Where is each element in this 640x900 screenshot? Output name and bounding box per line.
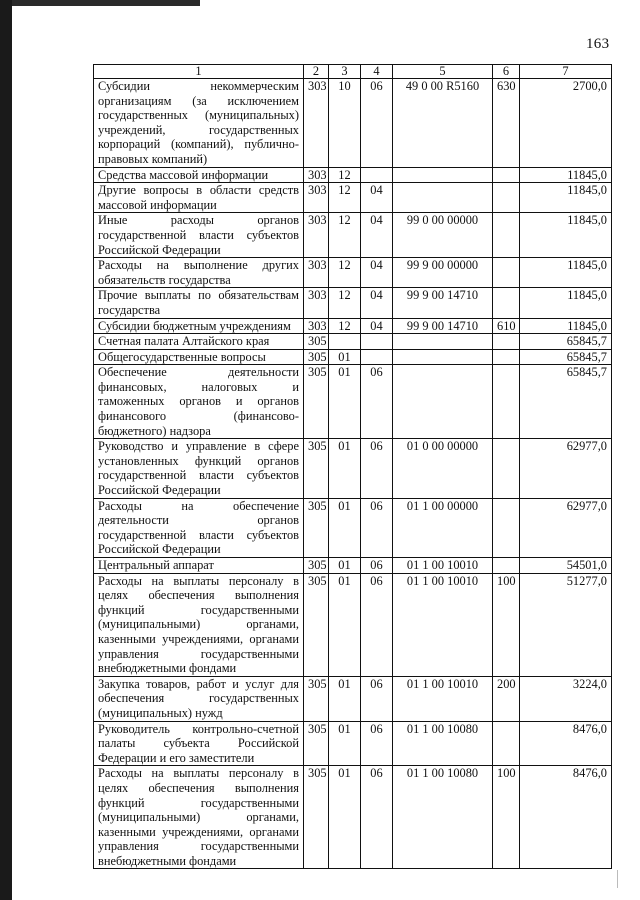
cell-target-item: [393, 349, 493, 365]
cell-section: 10: [329, 79, 361, 168]
scan-top-edge: [12, 0, 200, 6]
cell-section: 01: [329, 439, 361, 498]
cell-amount: 51277,0: [520, 573, 612, 676]
header-cell-ministry: 2: [304, 65, 329, 79]
cell-expense-type: [493, 258, 520, 288]
cell-name: Руководитель контрольно-счетной палаты субъекта Российской Федерации и его заместители: [94, 721, 304, 766]
cell-name: Субсидии некоммерческим организациям (за исключением государственных (муниципальных) учреждений, государственных корпораций (компаний), публично-правовых компаний): [94, 79, 304, 168]
cell-section: 01: [329, 721, 361, 766]
cell-name: Центральный аппарат: [94, 558, 304, 574]
budget-table: [93, 64, 612, 869]
cell-subsection: 06: [361, 721, 393, 766]
cell-section: 01: [329, 558, 361, 574]
cell-amount: 54501,0: [520, 558, 612, 574]
cell-name: Субсидии бюджетным учреждениям: [94, 318, 304, 334]
cell-section: 01: [329, 349, 361, 365]
cell-section: [329, 334, 361, 350]
cell-expense-type: [493, 349, 520, 365]
cell-expense-type: 100: [493, 573, 520, 676]
cell-section: 01: [329, 573, 361, 676]
cell-subsection: 06: [361, 573, 393, 676]
table-row: [94, 349, 612, 365]
cell-amount: 11845,0: [520, 318, 612, 334]
cell-ministry: 305: [304, 721, 329, 766]
cell-ministry: 305: [304, 498, 329, 557]
cell-ministry: 305: [304, 365, 329, 439]
cell-section: 12: [329, 288, 361, 318]
cell-expense-type: 200: [493, 676, 520, 721]
cell-expense-type: 100: [493, 766, 520, 869]
table-row: [94, 676, 612, 721]
cell-target-item: [393, 365, 493, 439]
cell-amount: 8476,0: [520, 766, 612, 869]
cell-target-item: 01 0 00 00000: [393, 439, 493, 498]
cell-target-item: [393, 167, 493, 183]
cell-ministry: 303: [304, 213, 329, 258]
table-row: [94, 288, 612, 318]
cell-target-item: 99 9 00 14710: [393, 318, 493, 334]
cell-ministry: 303: [304, 79, 329, 168]
table-row: [94, 79, 612, 168]
cell-expense-type: [493, 213, 520, 258]
scan-left-edge: [0, 0, 12, 900]
cell-name: Средства массовой информации: [94, 167, 304, 183]
cell-expense-type: [493, 334, 520, 350]
cell-name: Руководство и управление в сфере установленных функций органов государственной власти субъектов Российской Федерации: [94, 439, 304, 498]
cell-section: 12: [329, 167, 361, 183]
cell-amount: 8476,0: [520, 721, 612, 766]
cell-target-item: 01 1 00 10010: [393, 573, 493, 676]
table-row: [94, 573, 612, 676]
cell-amount: 11845,0: [520, 258, 612, 288]
cell-target-item: 49 0 00 R5160: [393, 79, 493, 168]
cell-ministry: 303: [304, 288, 329, 318]
cell-subsection: 04: [361, 288, 393, 318]
cell-ministry: 305: [304, 573, 329, 676]
cell-target-item: 01 1 00 10010: [393, 676, 493, 721]
cell-expense-type: [493, 498, 520, 557]
cell-subsection: [361, 349, 393, 365]
cell-expense-type: 610: [493, 318, 520, 334]
cell-name: Общегосударственные вопросы: [94, 349, 304, 365]
cell-ministry: 305: [304, 676, 329, 721]
cell-ministry: 305: [304, 558, 329, 574]
header-cell-expense-type: 6: [493, 65, 520, 79]
cell-subsection: [361, 334, 393, 350]
cell-target-item: 99 9 00 14710: [393, 288, 493, 318]
cell-section: 01: [329, 498, 361, 557]
cell-expense-type: [493, 183, 520, 213]
cell-target-item: 01 1 00 10010: [393, 558, 493, 574]
cell-subsection: [361, 167, 393, 183]
table-row: [94, 213, 612, 258]
cell-target-item: 99 0 00 00000: [393, 213, 493, 258]
cell-section: 01: [329, 766, 361, 869]
table-row: [94, 365, 612, 439]
cell-target-item: 01 1 00 10080: [393, 721, 493, 766]
cell-subsection: 06: [361, 766, 393, 869]
cell-amount: 3224,0: [520, 676, 612, 721]
cell-ministry: 303: [304, 258, 329, 288]
table-row: [94, 183, 612, 213]
cell-amount: 2700,0: [520, 79, 612, 168]
cell-amount: 11845,0: [520, 288, 612, 318]
cell-section: 12: [329, 183, 361, 213]
table-body: [94, 79, 612, 869]
cell-amount: 62977,0: [520, 498, 612, 557]
cell-expense-type: [493, 721, 520, 766]
cell-expense-type: [493, 558, 520, 574]
cell-expense-type: [493, 288, 520, 318]
cell-amount: 65845,7: [520, 334, 612, 350]
cell-subsection: 06: [361, 365, 393, 439]
table-row: [94, 167, 612, 183]
cell-subsection: 06: [361, 498, 393, 557]
cell-name: Иные расходы органов государственной власти субъектов Российской Федерации: [94, 213, 304, 258]
table-row: [94, 766, 612, 869]
cell-ministry: 303: [304, 318, 329, 334]
header-cell-subsection: 4: [361, 65, 393, 79]
scan-mark: [617, 870, 618, 888]
cell-subsection: 04: [361, 183, 393, 213]
cell-name: Прочие выплаты по обязательствам государства: [94, 288, 304, 318]
header-cell-name: 1: [94, 65, 304, 79]
cell-target-item: [393, 334, 493, 350]
cell-ministry: 305: [304, 439, 329, 498]
cell-name: Другие вопросы в области средств массовой информации: [94, 183, 304, 213]
cell-name: Расходы на выполнение других обязательств государства: [94, 258, 304, 288]
cell-section: 01: [329, 365, 361, 439]
cell-ministry: 303: [304, 167, 329, 183]
cell-subsection: 04: [361, 318, 393, 334]
page-number: 163: [586, 36, 610, 52]
table-row: [94, 439, 612, 498]
cell-subsection: 06: [361, 439, 393, 498]
cell-amount: 65845,7: [520, 365, 612, 439]
cell-target-item: [393, 183, 493, 213]
cell-amount: 11845,0: [520, 183, 612, 213]
cell-name: Закупка товаров, работ и услуг для обеспечения государственных (муниципальных) нужд: [94, 676, 304, 721]
cell-expense-type: [493, 365, 520, 439]
cell-expense-type: [493, 167, 520, 183]
cell-ministry: 305: [304, 334, 329, 350]
cell-amount: 65845,7: [520, 349, 612, 365]
cell-subsection: 04: [361, 258, 393, 288]
cell-name: Расходы на выплаты персоналу в целях обеспечения выполнения функций государственными (муниципальными) органами, казенными учреждениями, органами управления государственными внебюджетными фондами: [94, 766, 304, 869]
cell-section: 12: [329, 318, 361, 334]
table-row: [94, 334, 612, 350]
cell-subsection: 06: [361, 676, 393, 721]
cell-amount: 11845,0: [520, 213, 612, 258]
cell-amount: 62977,0: [520, 439, 612, 498]
cell-ministry: 303: [304, 183, 329, 213]
cell-section: 12: [329, 213, 361, 258]
cell-expense-type: [493, 439, 520, 498]
cell-target-item: 01 1 00 10080: [393, 766, 493, 869]
cell-name: Счетная палата Алтайского края: [94, 334, 304, 350]
cell-ministry: 305: [304, 766, 329, 869]
table-header-row: [94, 65, 612, 79]
cell-subsection: 04: [361, 213, 393, 258]
cell-ministry: 305: [304, 349, 329, 365]
cell-subsection: 06: [361, 558, 393, 574]
cell-section: 12: [329, 258, 361, 288]
cell-section: 01: [329, 676, 361, 721]
table-row: [94, 721, 612, 766]
cell-name: Обеспечение деятельности финансовых, налоговых и таможенных органов и органов финансового (финансово-бюджетного) надзора: [94, 365, 304, 439]
cell-expense-type: 630: [493, 79, 520, 168]
header-cell-amount: 7: [520, 65, 612, 79]
cell-target-item: 99 9 00 00000: [393, 258, 493, 288]
cell-name: Расходы на выплаты персоналу в целях обеспечения выполнения функций государственными (муниципальными) органами, казенными учреждениями, органами управления государственными внебюджетными фондами: [94, 573, 304, 676]
header-cell-target-item: 5: [393, 65, 493, 79]
header-cell-section: 3: [329, 65, 361, 79]
cell-target-item: 01 1 00 00000: [393, 498, 493, 557]
table-row: [94, 558, 612, 574]
cell-amount: 11845,0: [520, 167, 612, 183]
table-row: [94, 318, 612, 334]
cell-subsection: 06: [361, 79, 393, 168]
cell-name: Расходы на обеспечение деятельности органов государственной власти субъектов Российской Федерации: [94, 498, 304, 557]
table-row: [94, 498, 612, 557]
table-row: [94, 258, 612, 288]
